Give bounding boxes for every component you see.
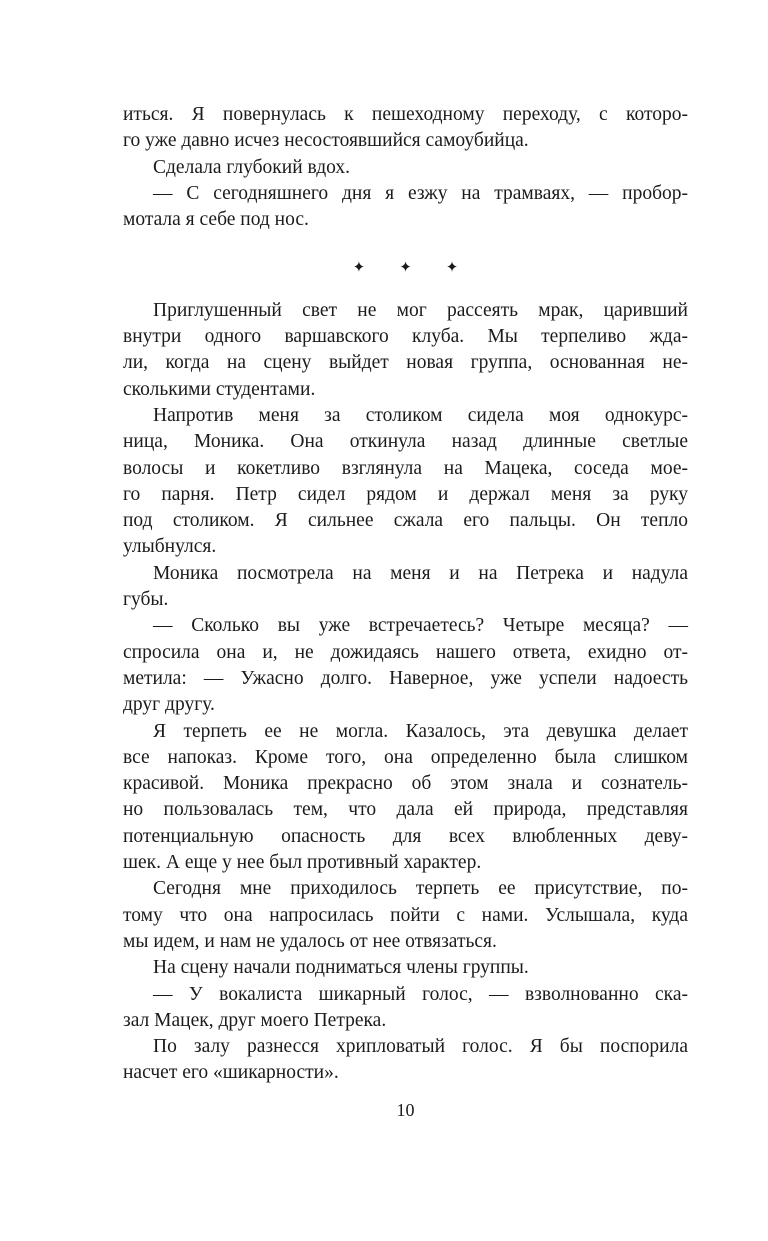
text-line: По залу разнесся хрипловатый голос. Я бы поспорила — [153, 1036, 688, 1058]
text-line: метила: — Ужасно долго. Наверное, уже успели надоесть — [123, 667, 688, 689]
paragraph — [123, 876, 688, 955]
text-line: иться. Я повернулась к пешеходному переходу, с которо- — [123, 104, 688, 125]
text-line: мы идем, и нам не удалось от нее отвязаться. — [123, 930, 497, 952]
text-line: — Сколько вы уже встречаетесь? Четыре месяца? — — [153, 615, 688, 637]
text-line: Сегодня мне приходилось терпеть ее присутствие, по- — [153, 878, 688, 900]
text-line: волосы и кокетливо взглянула на Мацека, соседа мое- — [123, 457, 688, 479]
section-separator — [123, 255, 688, 281]
text-line: Моника посмотрела на меня и на Петрека и надула — [153, 562, 688, 584]
paragraph — [123, 561, 688, 614]
text-line: все напоказ. Кроме того, она определенно была слишком — [123, 746, 688, 768]
text-line: — С сегодняшнего дня я езжу на трамваях, — пробор- — [153, 182, 688, 204]
text-line: сколькими студентами. — [123, 378, 316, 400]
text-line: Приглушенный свет не мог рассеять мрак, царивший — [153, 299, 688, 321]
paragraph — [123, 613, 688, 718]
text-line: друг другу. — [123, 694, 215, 716]
paragraph — [123, 719, 688, 877]
paragraph — [123, 155, 688, 181]
paragraph — [123, 181, 688, 234]
text-line: Сделала глубокий вдох. — [153, 156, 351, 178]
page-number: 10 — [396, 1100, 415, 1120]
text-line: На сцену начали подниматься члены группы. — [153, 957, 529, 979]
text-line: внутри одного варшавского клуба. Мы терпеливо жда- — [123, 326, 688, 348]
text-line: го парня. Петр сидел рядом и держал меня за руку — [123, 483, 688, 505]
paragraph — [123, 955, 688, 981]
text-line: — У вокалиста шикарный голос, — взволнованно ска- — [153, 983, 688, 1005]
text-line: ница, Моника. Она откинула назад длинные светлые — [123, 431, 688, 453]
star-icon: ✦ — [352, 260, 366, 277]
paragraph — [123, 982, 688, 1035]
text-line: го уже давно исчез несостоявшийся самоубийца. — [123, 130, 529, 152]
text-line: шек. А еще у нее был противный характер. — [123, 852, 482, 874]
text-line: но пользовалась тем, что дала ей природа, представляя — [123, 799, 688, 821]
text-line: под столиком. Я сильнее сжала его пальцы. Он тепло — [123, 510, 688, 532]
text-line: Напротив меня за столиком сидела моя однокурс- — [153, 404, 688, 426]
text-line: потенциальную опасность для всех влюбленных деву- — [123, 825, 688, 847]
text-line: губы. — [123, 589, 169, 611]
paragraph — [123, 298, 688, 403]
paragraph — [123, 403, 688, 561]
text-line: улыбнулся. — [123, 536, 217, 558]
text-line: насчет его «шикарности». — [123, 1062, 339, 1084]
text-line: спросила она и, не дожидаясь нашего ответа, ехидно от- — [123, 641, 688, 663]
text-line: зал Мацек, друг моего Петрека. — [123, 1009, 387, 1031]
text-line: красивой. Моника прекрасно об этом знала и сознатель- — [123, 773, 688, 795]
text-line: Я терпеть ее не могла. Казалось, эта девушка делает — [153, 720, 688, 742]
paragraph — [123, 1034, 688, 1087]
text-column — [123, 102, 688, 1087]
star-icon: ✦ — [399, 260, 412, 277]
text-line: мотала я себе под нос. — [123, 209, 309, 231]
paragraph — [123, 102, 688, 155]
text-line: ли, когда на сцену выйдет новая группа, основанная не- — [123, 352, 688, 374]
star-icon: ✦ — [445, 260, 459, 277]
text-line: тому что она напросилась пойти с нами. Услышала, куда — [123, 904, 688, 926]
